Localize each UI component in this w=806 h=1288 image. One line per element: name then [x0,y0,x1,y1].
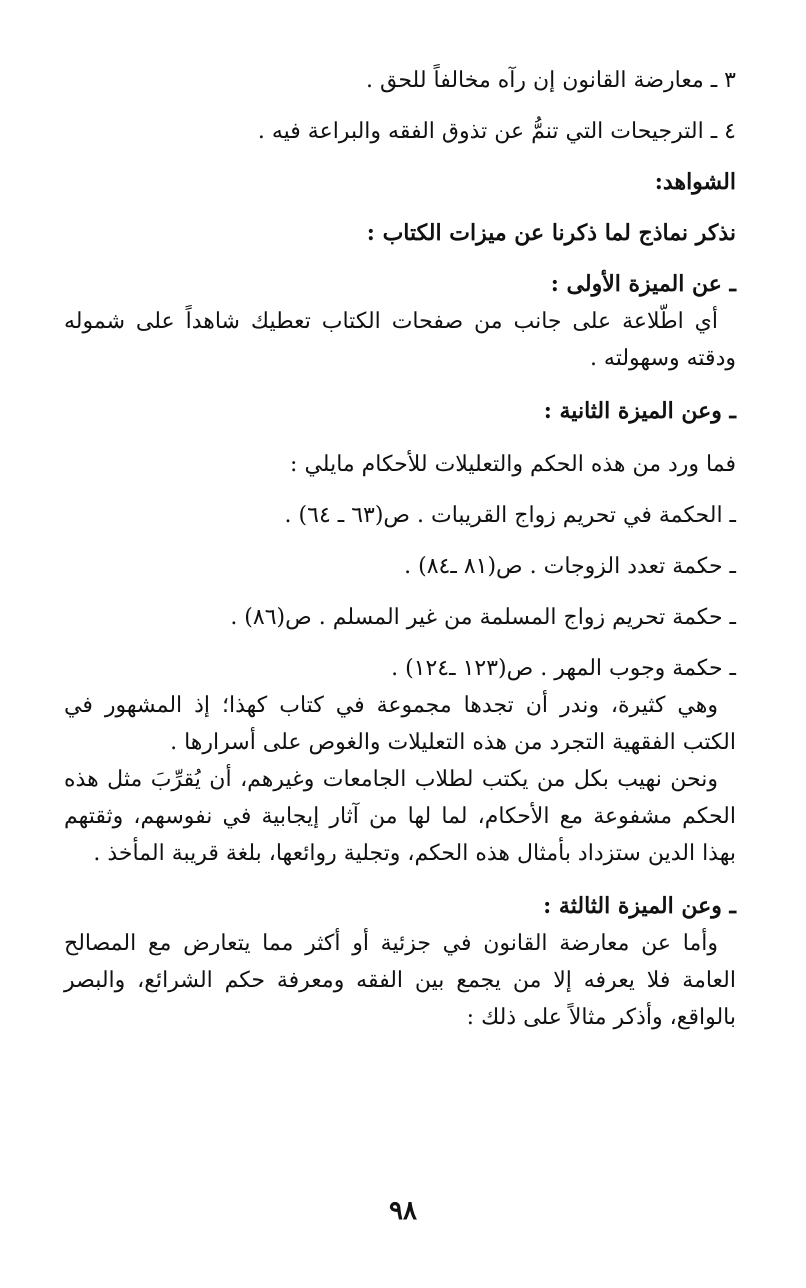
section-heading-shawahid: الشواهد: [654,169,736,195]
feature-2-intro: فما ورد من هذه الحكم والتعليلات للأحكام مايلي : [290,452,736,477]
feature-2-paragraph-2: ونحن نهيب بكل من يكتب لطلاب الجامعات وغيرهم، أن يُقرِّبَ مثل هذه الحكم مشفوعة مع الأحكام، لما لها من آثار إيجابية في نفوسهم، وثقتهم بهذا الدين ستزداد بأمثال هذه الحكم، وتجلية روائعها، بلغة قريبة المأخذ . [64,767,736,866]
list-item: ـ حكمة وجوب المهر . ص(١٢٣ ـ١٢٤) . [391,656,736,681]
list-item-4: ٤ ـ الترجيحات التي تنمُّ عن تذوق الفقه والبراعة فيه . [257,119,736,144]
section-intro: نذكر نماذج لما ذكرنا عن ميزات الكتاب : [366,220,736,246]
list-item-3: ٣ ـ معارضة القانون إن رآه مخالفاً للحق . [366,68,736,93]
page-number: ٩٨ [389,1196,417,1226]
list-item: ـ حكمة تحريم زواج المسلمة من غير المسلم . ص(٨٦) . [230,605,736,630]
feature-2-heading: ـ وعن الميزة الثانية : [543,398,736,424]
feature-1-heading: ـ عن الميزة الأولى : [550,271,736,297]
feature-3-text: وأما عن معارضة القانون في جزئية أو أكثر مما يتعارض مع المصالح العامة فلا يعرفه إلا من يجمع بين الفقه ومعرفة حكم الشرائع، والبصر بالواقع، وأذكر مثالاً على ذلك : [64,931,736,1030]
feature-2-paragraph-1: وهي كثيرة، وندر أن تجدها مجموعة في كتاب كهذا؛ إذ المشهور في الكتب الفقهية التجرد من هذه التعليلات والغوص على أسرارها . [64,693,736,755]
list-item: ـ حكمة تعدد الزوجات . ص(٨١ ـ٨٤) . [404,554,736,579]
list-item: ـ الحكمة في تحريم زواج القريبات . ص(٦٣ ـ ٦٤) . [284,503,736,528]
page-body [64,62,736,1248]
feature-3-heading: ـ وعن الميزة الثالثة : [543,893,736,919]
feature-1-text: أي اطّلاعة على جانب من صفحات الكتاب تعطيك شاهداً على شموله ودقته وسهولته . [64,309,736,371]
